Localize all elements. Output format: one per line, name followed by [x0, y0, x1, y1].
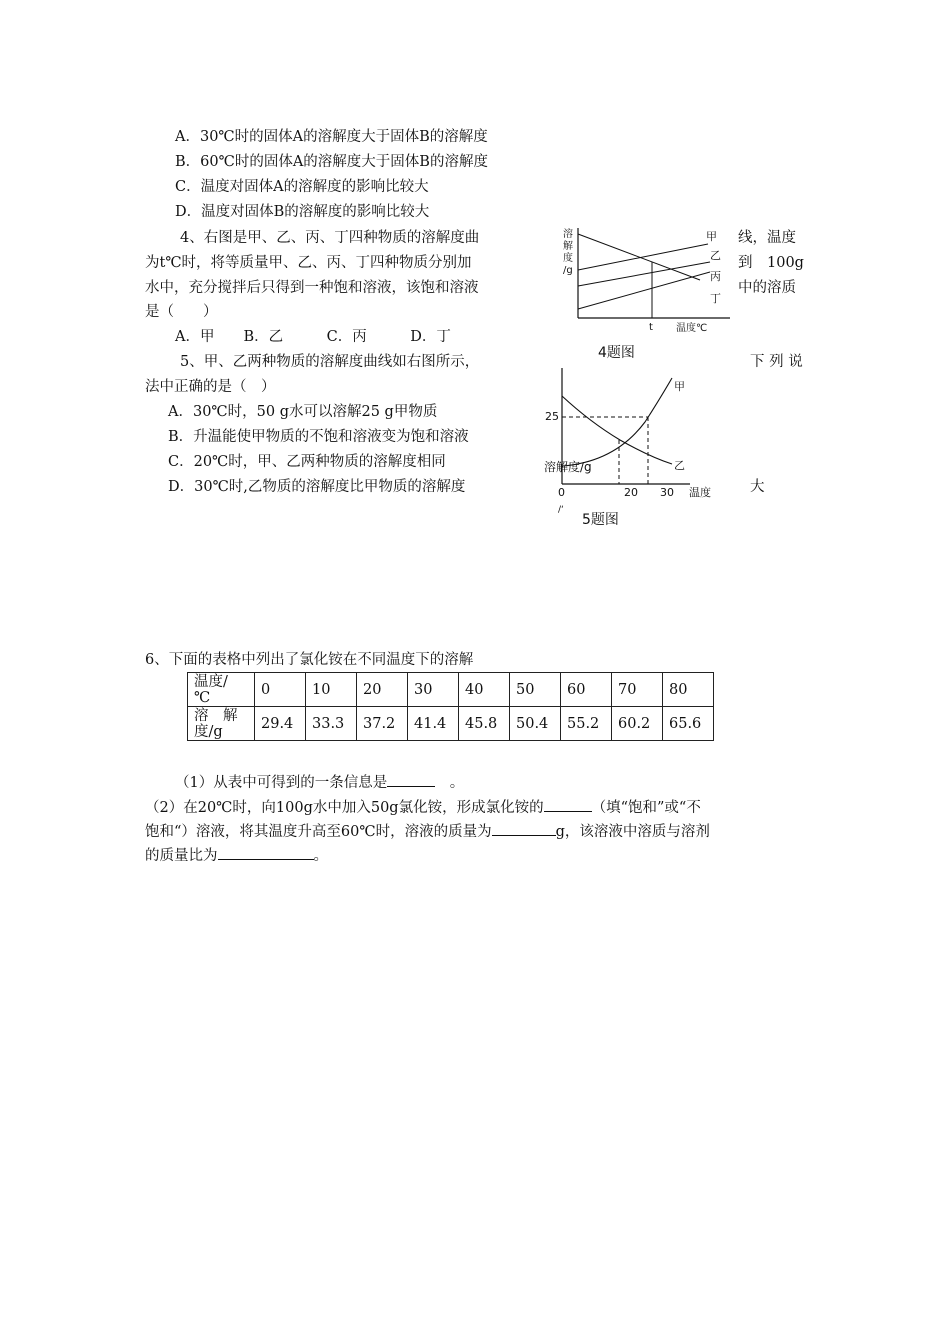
- q5-ylabel: 溶解度/g: [544, 460, 592, 474]
- q5-xtick-0: 0: [558, 486, 565, 499]
- q5-xtick-30: 30: [660, 486, 674, 499]
- q5-option-d: D．30℃时,乙物质的溶解度比甲物质的溶解度: [168, 479, 466, 495]
- answer-blank-3[interactable]: [492, 821, 556, 836]
- temp-cell: 20: [357, 673, 408, 707]
- solubility-cell: 50.4: [510, 707, 561, 741]
- q4-ylabel-4: /g: [563, 265, 573, 276]
- q5-option-d-tail: 大: [750, 479, 765, 495]
- q4-line1-right: 线，温度: [738, 230, 796, 246]
- q4-xlabel: 温度℃: [676, 323, 708, 334]
- q5-label-jia: 甲: [674, 380, 685, 393]
- q5-below-zero: /‘: [558, 505, 564, 515]
- q5-xlabel: 温度: [689, 486, 711, 499]
- solubility-header: 溶 解 度/g: [188, 707, 255, 741]
- solubility-cell: 65.6: [663, 707, 714, 741]
- answer-blank-4[interactable]: [218, 845, 314, 860]
- temp-cell: 0: [255, 673, 306, 707]
- q4-line3-right: 中的溶质: [738, 280, 796, 296]
- q4-options: A．甲 B．乙 C．丙 D．丁: [175, 329, 451, 345]
- q5-line1-right: 下 列 说: [750, 354, 803, 370]
- q4-line3: 水中，充分搅拌后只得到一种饱和溶液，该饱和溶液: [145, 280, 479, 296]
- q4-label-bing: 丙: [710, 270, 721, 283]
- q5-option-b: B．升温能使甲物质的不饱和溶液变为饱和溶液: [168, 429, 469, 445]
- solubility-cell: 33.3: [306, 707, 357, 741]
- q6-sub2-line2: 饱和“）溶液，将其温度升高至60℃时，溶液的质量为 g，该溶液中溶质与溶剂: [145, 821, 710, 842]
- solubility-cell: 60.2: [612, 707, 663, 741]
- temp-cell: 80: [663, 673, 714, 707]
- q4-line2-right: 到 100g: [738, 255, 804, 271]
- q4-line4: 是（ ）: [145, 304, 218, 320]
- q5-line1: 5、甲、乙两种物质的溶解度曲线如右图所示，: [180, 354, 480, 370]
- q5-option-c: C．20℃时，甲、乙两种物质的溶解度相同: [168, 454, 446, 470]
- q3-option-d: D．温度对固体B的溶解度的影响比较大: [175, 204, 430, 220]
- q4-label-jia: 甲: [706, 230, 717, 243]
- q5-caption: 5题图: [582, 512, 619, 528]
- temp-cell: 10: [306, 673, 357, 707]
- q4-ylabel-3: 度: [563, 253, 573, 264]
- q3-option-c: C．温度对固体A的溶解度的影响比较大: [175, 179, 429, 195]
- temp-header: 温度/ ℃: [188, 673, 255, 707]
- answer-blank-1[interactable]: [387, 772, 435, 787]
- q6-intro: 6、下面的表格中列出了氯化铵在不同温度下的溶解: [145, 652, 474, 668]
- solubility-cell: 37.2: [357, 707, 408, 741]
- q5-option-a: A．30℃时，50 g水可以溶解25 g甲物质: [168, 404, 438, 420]
- q5-xtick-20: 20: [624, 486, 638, 499]
- solubility-cell: 29.4: [255, 707, 306, 741]
- q5-figure: [540, 362, 720, 522]
- temp-cell: 40: [459, 673, 510, 707]
- q4-curve-bing: [578, 272, 710, 309]
- table-row: [188, 707, 714, 741]
- temp-cell: 30: [408, 673, 459, 707]
- q4-ylabel-1: 溶: [563, 229, 573, 240]
- q4-ylabel-2: 解: [563, 241, 573, 252]
- temp-cell: 70: [612, 673, 663, 707]
- q5-ytick-25: 25: [545, 410, 559, 423]
- q3-option-a: A．30℃时的固体A的溶解度大于固体B的溶解度: [175, 129, 488, 145]
- q6-sub2-line3: 的质量比为 。: [145, 845, 328, 866]
- table-row: [188, 673, 714, 707]
- solubility-table: [187, 672, 714, 741]
- temp-cell: 50: [510, 673, 561, 707]
- q4-caption: 4题图: [598, 345, 635, 361]
- q4-label-yi: 乙: [710, 249, 721, 262]
- q5-label-yi: 乙: [674, 459, 685, 472]
- solubility-cell: 41.4: [408, 707, 459, 741]
- q5-line2: 法中正确的是（ ）: [145, 379, 276, 395]
- solubility-cell: 45.8: [459, 707, 510, 741]
- q4-line2: 为t℃时，将等质量甲、乙、丙、丁四种物质分别加: [145, 255, 472, 271]
- q4-line1: 4、右图是甲、乙、丙、丁四种物质的溶解度曲: [180, 230, 480, 246]
- q6-sub1: （1）从表中可得到的一条信息是 。: [175, 772, 464, 793]
- q4-curve-ding: [578, 234, 700, 280]
- q5-curve-jia: [562, 378, 672, 466]
- q4-figure: [560, 222, 740, 340]
- q4-tick-t: t: [649, 322, 653, 333]
- q4-label-ding: 丁: [710, 292, 721, 305]
- q3-option-b: B．60℃时的固体A的溶解度大于固体B的溶解度: [175, 154, 488, 170]
- temp-cell: 60: [561, 673, 612, 707]
- solubility-cell: 55.2: [561, 707, 612, 741]
- answer-blank-2[interactable]: [544, 797, 592, 812]
- q6-sub2-line1: （2）在20℃时，向100g水中加入50g氯化铵，形成氯化铵的 （填“饱和”或“不: [145, 797, 701, 818]
